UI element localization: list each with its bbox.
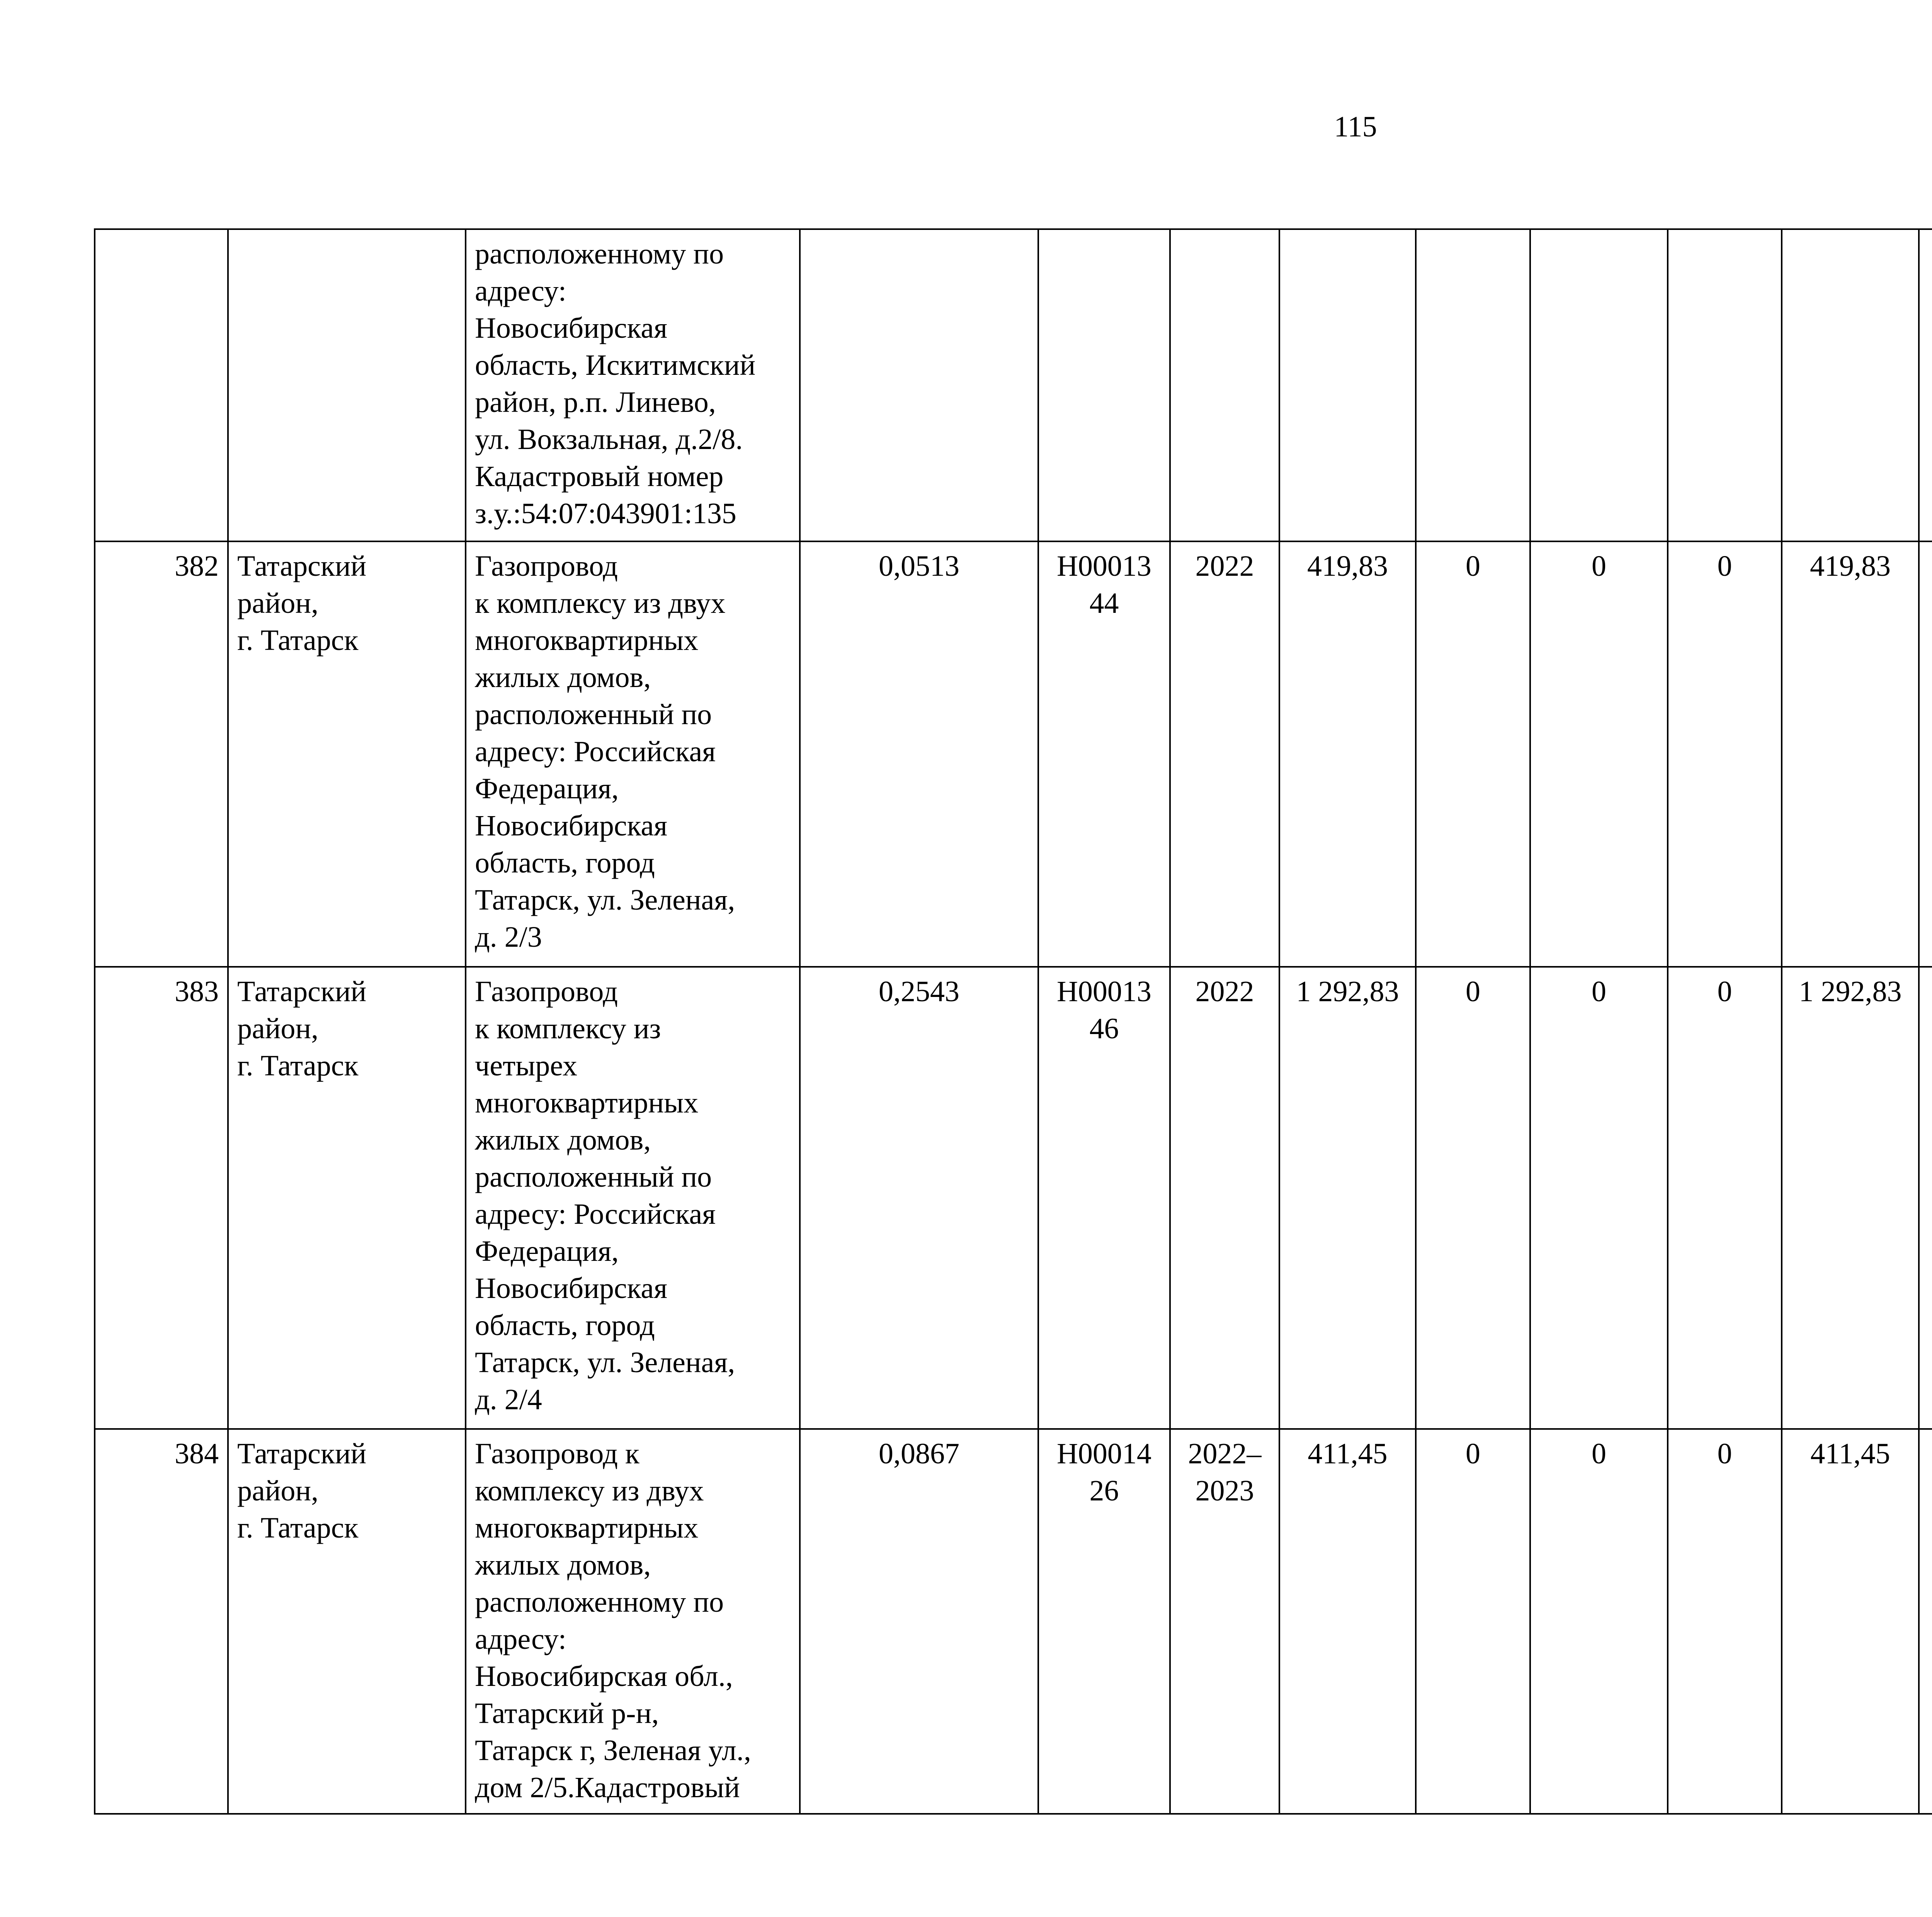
cell-value-2: 0 <box>1530 541 1668 967</box>
cell-value-1 <box>1416 229 1530 541</box>
cell-cost: 419,83 <box>1279 541 1416 967</box>
cell-code: Н00014 26 <box>1038 1429 1170 1814</box>
cell-length: 0,0513 <box>800 541 1038 967</box>
cell-district: Татарский район, г. Татарск <box>228 541 466 967</box>
cell-number <box>95 229 228 541</box>
cell-cost: 411,45 <box>1279 1429 1416 1814</box>
table-row <box>95 541 1932 967</box>
cell-district <box>228 229 466 541</box>
table-row-continuation <box>95 229 1932 541</box>
cell-total <box>1782 229 1919 541</box>
table-row <box>95 967 1932 1429</box>
cell-code: Н00013 46 <box>1038 967 1170 1429</box>
page-number: 115 <box>1334 111 1377 143</box>
cell-value-3: 0 <box>1668 1429 1782 1814</box>
cell-total: 411,45 <box>1782 1429 1919 1814</box>
cell-value-2 <box>1530 229 1668 541</box>
table-row <box>95 1429 1932 1814</box>
cell-description: Газопровод к комплексу из четырех многоквартирных жилых домов, расположенный по адресу: Российская Федерация, Новосибирская область, город Татарск, ул. Зеленая, д. 2/4 <box>466 967 800 1429</box>
cell-total: 1 292,83 <box>1782 967 1919 1429</box>
investment-program-table <box>94 228 1932 1815</box>
cell-description: Газопровод к комплексу из двух многоквартирных жилых домов, расположенному по адресу: Новосибирская обл., Татарский р-н, Татарск г, Зеленая ул., дом 2/5.Кадастровый <box>466 1429 800 1814</box>
cell-years: 2022 <box>1170 541 1279 967</box>
cell-length <box>800 229 1038 541</box>
cell-value-2: 0 <box>1530 967 1668 1429</box>
cell-number: 384 <box>95 1429 228 1814</box>
cell-value-2: 0 <box>1530 1429 1668 1814</box>
cell-length: 0,0867 <box>800 1429 1038 1814</box>
cell-years: 2022– 2023 <box>1170 1429 1279 1814</box>
cell-value-3: 0 <box>1668 967 1782 1429</box>
cell-value-3 <box>1668 229 1782 541</box>
cell-value-1: 0 <box>1416 1429 1530 1814</box>
cell-value-1: 0 <box>1416 541 1530 967</box>
cell-cost <box>1279 229 1416 541</box>
cell-value-1: 0 <box>1416 967 1530 1429</box>
cell-years: 2022 <box>1170 967 1279 1429</box>
cell-district: Татарский район, г. Татарск <box>228 967 466 1429</box>
cell-description: расположенному по адресу: Новосибирская область, Искитимский район, р.п. Линево, ул. Вокзальная, д.2/8. Кадастровый номер з.у.:54:07:043901:135 <box>466 229 800 541</box>
cell-code: Н00013 44 <box>1038 541 1170 967</box>
cell-organization <box>1919 229 1932 541</box>
cell-organization <box>1919 1429 1932 1814</box>
cell-value-3: 0 <box>1668 541 1782 967</box>
cell-district: Татарский район, г. Татарск <box>228 1429 466 1814</box>
cell-code <box>1038 229 1170 541</box>
cell-length: 0,2543 <box>800 967 1038 1429</box>
cell-cost: 1 292,83 <box>1279 967 1416 1429</box>
cell-number: 382 <box>95 541 228 967</box>
cell-organization <box>1919 967 1932 1429</box>
cell-organization <box>1919 541 1932 967</box>
cell-description: Газопровод к комплексу из двух многоквартирных жилых домов, расположенный по адресу: Российская Федерация, Новосибирская область, город Татарск, ул. Зеленая, д. 2/3 <box>466 541 800 967</box>
cell-number: 383 <box>95 967 228 1429</box>
cell-total: 419,83 <box>1782 541 1919 967</box>
cell-years <box>1170 229 1279 541</box>
